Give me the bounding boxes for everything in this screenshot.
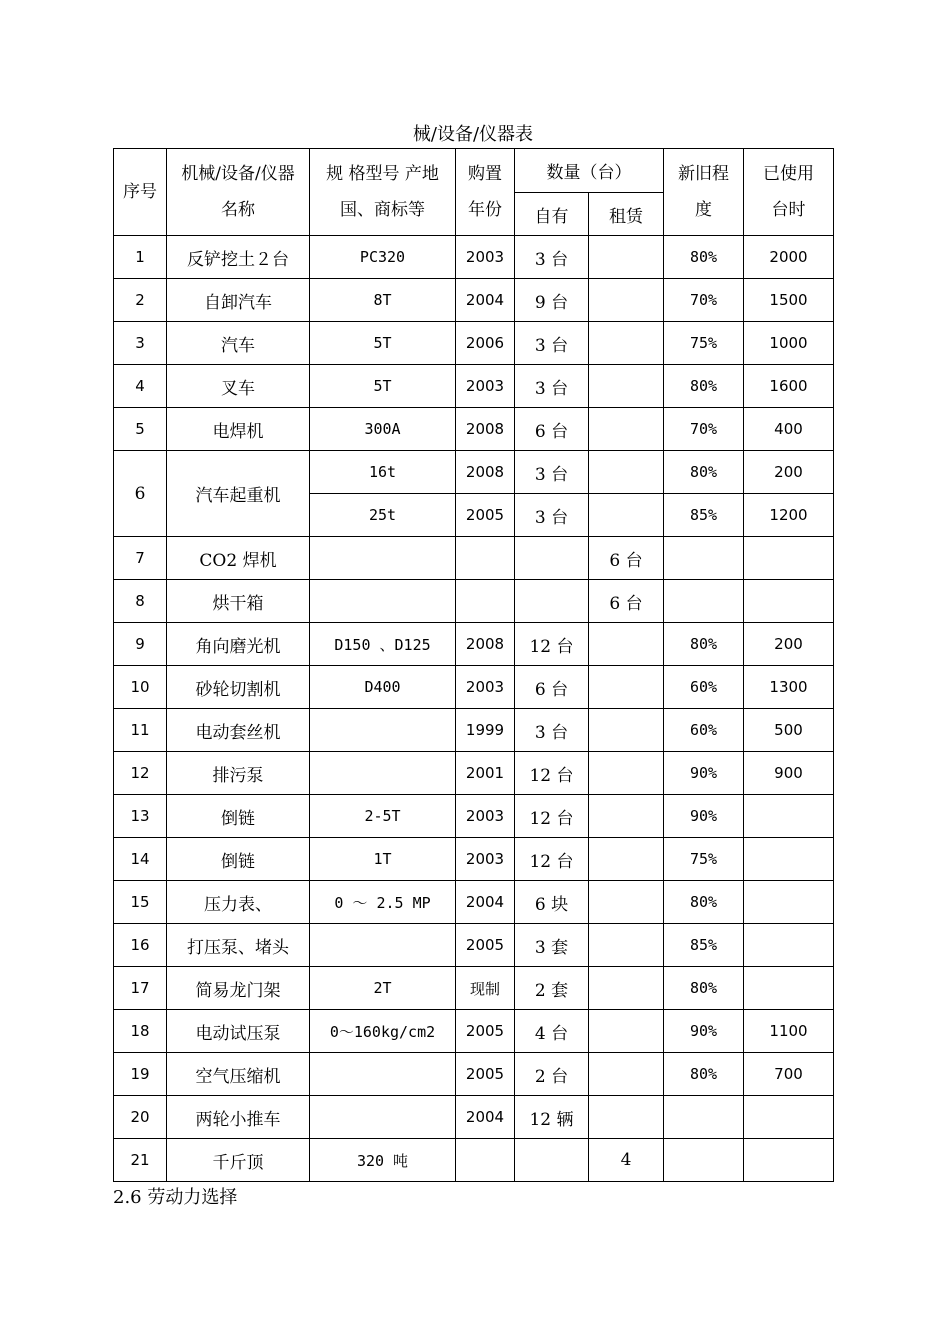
cell-seq: 4 — [114, 365, 167, 408]
table-row — [114, 322, 834, 365]
cell-spec: D400 — [310, 666, 456, 709]
cell-year — [456, 1139, 515, 1182]
cell-condition — [664, 537, 744, 580]
cell-own: 2 套 — [515, 967, 589, 1010]
cell-rent: 6 台 — [589, 580, 664, 623]
cell-condition: 60% — [664, 666, 744, 709]
cell-seq: 14 — [114, 838, 167, 881]
equipment-table — [113, 148, 834, 1182]
cell-year — [456, 537, 515, 580]
cell-name: 倒链 — [167, 795, 310, 838]
cell-seq: 17 — [114, 967, 167, 1010]
cell-spec: 5T — [310, 322, 456, 365]
cell-condition: 60% — [664, 709, 744, 752]
cell-own: 12 台 — [515, 795, 589, 838]
cell-year: 2006 — [456, 322, 515, 365]
table-row — [114, 537, 834, 580]
cell-year: 2008 — [456, 408, 515, 451]
cell-name: 电焊机 — [167, 408, 310, 451]
cell-hours — [744, 1096, 834, 1139]
cell-own: 9 台 — [515, 279, 589, 322]
cell-own: 3 台 — [515, 451, 589, 494]
cell-hours — [744, 838, 834, 881]
cell-hours — [744, 795, 834, 838]
table-row — [114, 451, 834, 494]
cell-name: 简易龙门架 — [167, 967, 310, 1010]
table-row — [114, 795, 834, 838]
cell-year — [456, 580, 515, 623]
cell-rent: 4 — [589, 1139, 664, 1182]
cell-hours: 1500 — [744, 279, 834, 322]
table-row — [114, 623, 834, 666]
cell-own: 12 台 — [515, 752, 589, 795]
cell-spec — [310, 752, 456, 795]
cell-hours — [744, 924, 834, 967]
cell-name: 叉车 — [167, 365, 310, 408]
table-body-b — [114, 537, 834, 1182]
cell-own: 4 台 — [515, 1010, 589, 1053]
table-row — [114, 580, 834, 623]
cell-hours — [744, 580, 834, 623]
cell-rent — [589, 795, 664, 838]
cell-own — [515, 580, 589, 623]
cell-seq: 10 — [114, 666, 167, 709]
cell-hours: 700 — [744, 1053, 834, 1096]
cell-name: 千斤顶 — [167, 1139, 310, 1182]
cell-name: 砂轮切割机 — [167, 666, 310, 709]
cell-year: 2008 — [456, 623, 515, 666]
table-row — [114, 1053, 834, 1096]
cell-name: 汽车起重机 — [167, 451, 310, 537]
cell-year: 2005 — [456, 1053, 515, 1096]
table-row — [114, 408, 834, 451]
cell-rent — [589, 1053, 664, 1096]
cell-rent: 6 台 — [589, 537, 664, 580]
cell-spec — [310, 924, 456, 967]
table-row — [114, 752, 834, 795]
table-row — [114, 709, 834, 752]
cell-hours — [744, 967, 834, 1010]
cell-rent — [589, 1010, 664, 1053]
cell-year: 2001 — [456, 752, 515, 795]
cell-rent — [589, 236, 664, 279]
cell-name: 排污泵 — [167, 752, 310, 795]
table-body-a — [114, 236, 834, 451]
cell-seq: 1 — [114, 236, 167, 279]
header-year: 购置年份 — [456, 149, 515, 236]
cell-spec: 16t — [310, 451, 456, 494]
header-hours: 已使用台时 — [744, 149, 834, 236]
table-row — [114, 1096, 834, 1139]
cell-condition: 80% — [664, 1053, 744, 1096]
cell-name: 自卸汽车 — [167, 279, 310, 322]
cell-spec — [310, 580, 456, 623]
cell-own: 3 台 — [515, 494, 589, 537]
cell-seq: 12 — [114, 752, 167, 795]
cell-condition — [664, 1139, 744, 1182]
cell-year: 2003 — [456, 236, 515, 279]
cell-hours: 1100 — [744, 1010, 834, 1053]
header-name: 机械/设备/仪器名称 — [167, 149, 310, 236]
cell-year: 2003 — [456, 838, 515, 881]
header-spec: 规 格型号 产地国、商标等 — [310, 149, 456, 236]
cell-spec: 1T — [310, 838, 456, 881]
cell-hours — [744, 881, 834, 924]
cell-spec: 2-5T — [310, 795, 456, 838]
cell-year: 2004 — [456, 279, 515, 322]
cell-spec — [310, 1096, 456, 1139]
cell-own — [515, 537, 589, 580]
cell-spec: 5T — [310, 365, 456, 408]
cell-condition: 80% — [664, 365, 744, 408]
header-qty: 数量（台） — [515, 149, 664, 193]
cell-own: 2 台 — [515, 1053, 589, 1096]
cell-own — [515, 1139, 589, 1182]
cell-name: 电动套丝机 — [167, 709, 310, 752]
cell-name: CO2 焊机 — [167, 537, 310, 580]
cell-spec: D150 、D125 — [310, 623, 456, 666]
cell-hours: 200 — [744, 623, 834, 666]
cell-condition: 80% — [664, 236, 744, 279]
cell-spec: 0 ～ 2.5 MP — [310, 881, 456, 924]
cell-spec: 2T — [310, 967, 456, 1010]
cell-seq: 5 — [114, 408, 167, 451]
cell-seq: 7 — [114, 537, 167, 580]
cell-condition: 85% — [664, 924, 744, 967]
cell-spec: PC320 — [310, 236, 456, 279]
table-row — [114, 279, 834, 322]
cell-year: 2005 — [456, 494, 515, 537]
cell-spec: 25t — [310, 494, 456, 537]
cell-seq: 18 — [114, 1010, 167, 1053]
table-title: 械/设备/仪器表 — [412, 124, 534, 145]
cell-hours — [744, 1139, 834, 1182]
header-rent: 租赁 — [589, 193, 664, 236]
cell-spec — [310, 709, 456, 752]
table-row — [114, 1010, 834, 1053]
cell-hours: 200 — [744, 451, 834, 494]
cell-name: 倒链 — [167, 838, 310, 881]
cell-seq: 20 — [114, 1096, 167, 1139]
table-row — [114, 881, 834, 924]
cell-condition: 75% — [664, 838, 744, 881]
cell-seq: 3 — [114, 322, 167, 365]
cell-seq: 19 — [114, 1053, 167, 1096]
cell-condition — [664, 580, 744, 623]
cell-own: 12 辆 — [515, 1096, 589, 1139]
header-seq: 序号 — [114, 149, 167, 236]
cell-condition: 70% — [664, 279, 744, 322]
cell-condition — [664, 1096, 744, 1139]
table-row — [114, 924, 834, 967]
cell-seq: 21 — [114, 1139, 167, 1182]
cell-rent — [589, 1096, 664, 1139]
cell-seq: 11 — [114, 709, 167, 752]
cell-spec — [310, 537, 456, 580]
cell-condition: 90% — [664, 752, 744, 795]
cell-rent — [589, 494, 664, 537]
cell-seq: 8 — [114, 580, 167, 623]
cell-spec — [310, 1053, 456, 1096]
header-own: 自有 — [515, 193, 589, 236]
cell-condition: 90% — [664, 1010, 744, 1053]
cell-rent — [589, 967, 664, 1010]
cell-spec: 320 吨 — [310, 1139, 456, 1182]
cell-rent — [589, 924, 664, 967]
cell-year: 1999 — [456, 709, 515, 752]
cell-spec: 8T — [310, 279, 456, 322]
cell-year: 2003 — [456, 795, 515, 838]
section-heading: 2.6 劳动力选择 — [113, 1187, 238, 1208]
cell-own: 6 块 — [515, 881, 589, 924]
cell-rent — [589, 709, 664, 752]
cell-spec: 0～160kg/cm2 — [310, 1010, 456, 1053]
cell-condition: 85% — [664, 494, 744, 537]
cell-rent — [589, 279, 664, 322]
cell-name: 两轮小推车 — [167, 1096, 310, 1139]
cell-seq: 9 — [114, 623, 167, 666]
cell-rent — [589, 666, 664, 709]
cell-own: 12 台 — [515, 838, 589, 881]
cell-year: 2004 — [456, 881, 515, 924]
cell-own: 6 台 — [515, 666, 589, 709]
cell-own: 6 台 — [515, 408, 589, 451]
table-row — [114, 236, 834, 279]
cell-hours: 500 — [744, 709, 834, 752]
cell-rent — [589, 623, 664, 666]
cell-name: 打压泵、堵头 — [167, 924, 310, 967]
cell-name: 电动试压泵 — [167, 1010, 310, 1053]
cell-condition: 70% — [664, 408, 744, 451]
cell-rent — [589, 365, 664, 408]
cell-year: 2003 — [456, 365, 515, 408]
cell-name: 角向磨光机 — [167, 623, 310, 666]
cell-hours: 1200 — [744, 494, 834, 537]
cell-condition: 80% — [664, 967, 744, 1010]
cell-seq: 16 — [114, 924, 167, 967]
table-row — [114, 838, 834, 881]
cell-hours — [744, 537, 834, 580]
cell-seq: 2 — [114, 279, 167, 322]
header-condition: 新旧程度 — [664, 149, 744, 236]
cell-name: 压力表、 — [167, 881, 310, 924]
cell-name: 空气压缩机 — [167, 1053, 310, 1096]
cell-rent — [589, 322, 664, 365]
cell-year: 2003 — [456, 666, 515, 709]
cell-year: 2005 — [456, 1010, 515, 1053]
cell-condition: 90% — [664, 795, 744, 838]
table-row — [114, 967, 834, 1010]
cell-own: 3 套 — [515, 924, 589, 967]
table-row — [114, 1139, 834, 1182]
cell-year: 2005 — [456, 924, 515, 967]
cell-own: 3 台 — [515, 365, 589, 408]
cell-seq: 6 — [114, 451, 167, 537]
cell-rent — [589, 881, 664, 924]
cell-seq: 15 — [114, 881, 167, 924]
cell-seq: 13 — [114, 795, 167, 838]
cell-name: 烘干箱 — [167, 580, 310, 623]
cell-own: 3 台 — [515, 236, 589, 279]
table-row — [114, 365, 834, 408]
cell-spec: 300A — [310, 408, 456, 451]
cell-hours: 1600 — [744, 365, 834, 408]
cell-hours: 2000 — [744, 236, 834, 279]
cell-rent — [589, 838, 664, 881]
cell-condition: 75% — [664, 322, 744, 365]
table-row — [114, 666, 834, 709]
cell-name: 反铲挖土２台 — [167, 236, 310, 279]
cell-year: 2008 — [456, 451, 515, 494]
cell-own: 3 台 — [515, 709, 589, 752]
cell-condition: 80% — [664, 451, 744, 494]
cell-hours: 400 — [744, 408, 834, 451]
cell-year: 2004 — [456, 1096, 515, 1139]
cell-rent — [589, 752, 664, 795]
cell-year: 现制 — [456, 967, 515, 1010]
cell-condition: 80% — [664, 623, 744, 666]
cell-condition: 80% — [664, 881, 744, 924]
cell-rent — [589, 451, 664, 494]
cell-name: 汽车 — [167, 322, 310, 365]
cell-hours: 1300 — [744, 666, 834, 709]
cell-own: 12 台 — [515, 623, 589, 666]
cell-hours: 1000 — [744, 322, 834, 365]
cell-rent — [589, 408, 664, 451]
cell-own: 3 台 — [515, 322, 589, 365]
cell-hours: 900 — [744, 752, 834, 795]
